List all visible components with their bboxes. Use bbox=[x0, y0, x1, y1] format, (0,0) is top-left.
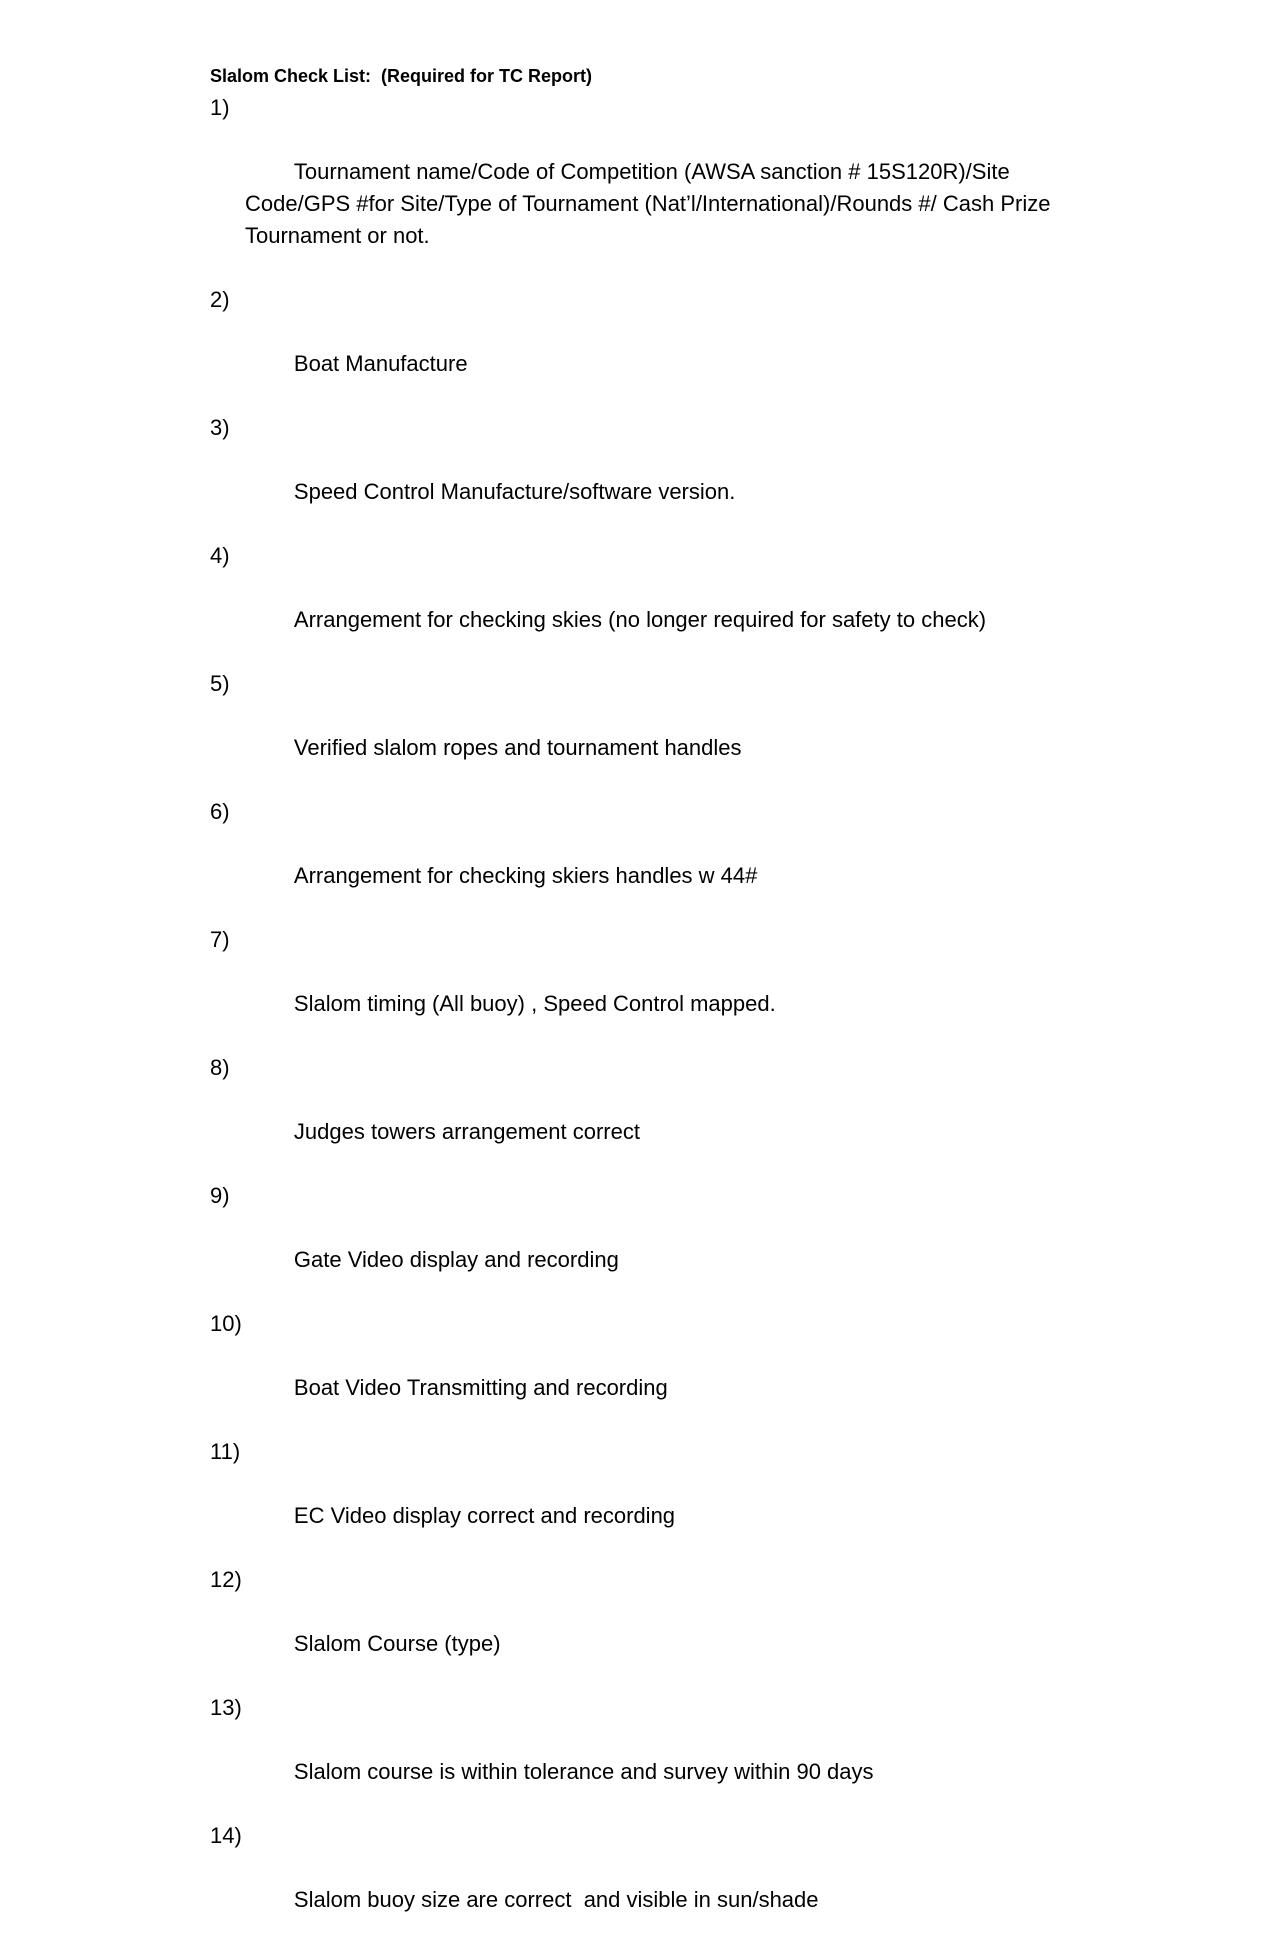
item-text: Boat Manufacture bbox=[293, 351, 468, 376]
item-number: 7) bbox=[210, 927, 230, 952]
item-text: Slalom buoy size are correct and visible in sun/shade bbox=[293, 1887, 819, 1912]
item-text: Slalom course is within tolerance and survey within 90 days bbox=[293, 1759, 874, 1784]
item-number: 3) bbox=[210, 415, 230, 440]
item-number: 12) bbox=[210, 1567, 242, 1592]
item-number: 4) bbox=[210, 543, 230, 568]
checklist-item bbox=[210, 924, 1110, 1052]
item-text: Speed Control Manufacture/software version. bbox=[293, 479, 736, 504]
checklist-item bbox=[210, 540, 1110, 668]
item-number: 1) bbox=[210, 95, 230, 120]
item-text: Slalom Course (type) bbox=[293, 1631, 501, 1656]
checklist-item bbox=[210, 1692, 1110, 1820]
checklist-item bbox=[210, 1820, 1110, 1948]
checklist-item bbox=[210, 1308, 1110, 1436]
item-text: Arrangement for checking skiers handles w 44# bbox=[293, 863, 758, 888]
slide-content bbox=[210, 64, 1110, 1948]
checklist-item bbox=[210, 668, 1110, 796]
checklist-item bbox=[210, 1052, 1110, 1180]
item-text: Arrangement for checking skies (no longer required for safety to check) bbox=[293, 607, 987, 632]
checklist-item bbox=[210, 1436, 1110, 1564]
item-text: Slalom timing (All buoy) , Speed Control mapped. bbox=[293, 991, 776, 1016]
checklist-item bbox=[210, 412, 1110, 540]
item-text: Tournament name/Code of Competition (AWSA sanction # 15S120R)/Site Code/GPS #for Site/Type of Tournament (Nat’l/International)/Rounds #/ Cash Prize Tournament or not. bbox=[245, 159, 1057, 248]
item-number: 6) bbox=[210, 799, 230, 824]
item-number: 11) bbox=[210, 1439, 241, 1464]
checklist bbox=[210, 92, 1110, 1948]
item-number: 9) bbox=[210, 1183, 230, 1208]
item-text: Verified slalom ropes and tournament handles bbox=[293, 735, 742, 760]
checklist-item bbox=[210, 284, 1110, 412]
item-number: 10) bbox=[210, 1311, 242, 1336]
item-number: 2) bbox=[210, 287, 230, 312]
item-text: Gate Video display and recording bbox=[293, 1247, 619, 1272]
item-text: EC Video display correct and recording bbox=[293, 1503, 676, 1528]
checklist-item bbox=[210, 1564, 1110, 1692]
checklist-item bbox=[210, 1180, 1110, 1308]
item-text: Boat Video Transmitting and recording bbox=[293, 1375, 668, 1400]
checklist-item bbox=[210, 796, 1110, 924]
checklist-item bbox=[210, 92, 1110, 284]
item-number: 13) bbox=[210, 1695, 242, 1720]
item-number: 14) bbox=[210, 1823, 242, 1848]
checklist-heading: Slalom Check List: (Required for TC Report) bbox=[210, 66, 593, 86]
item-number: 8) bbox=[210, 1055, 230, 1080]
item-number: 5) bbox=[210, 671, 230, 696]
item-text: Judges towers arrangement correct bbox=[293, 1119, 640, 1144]
